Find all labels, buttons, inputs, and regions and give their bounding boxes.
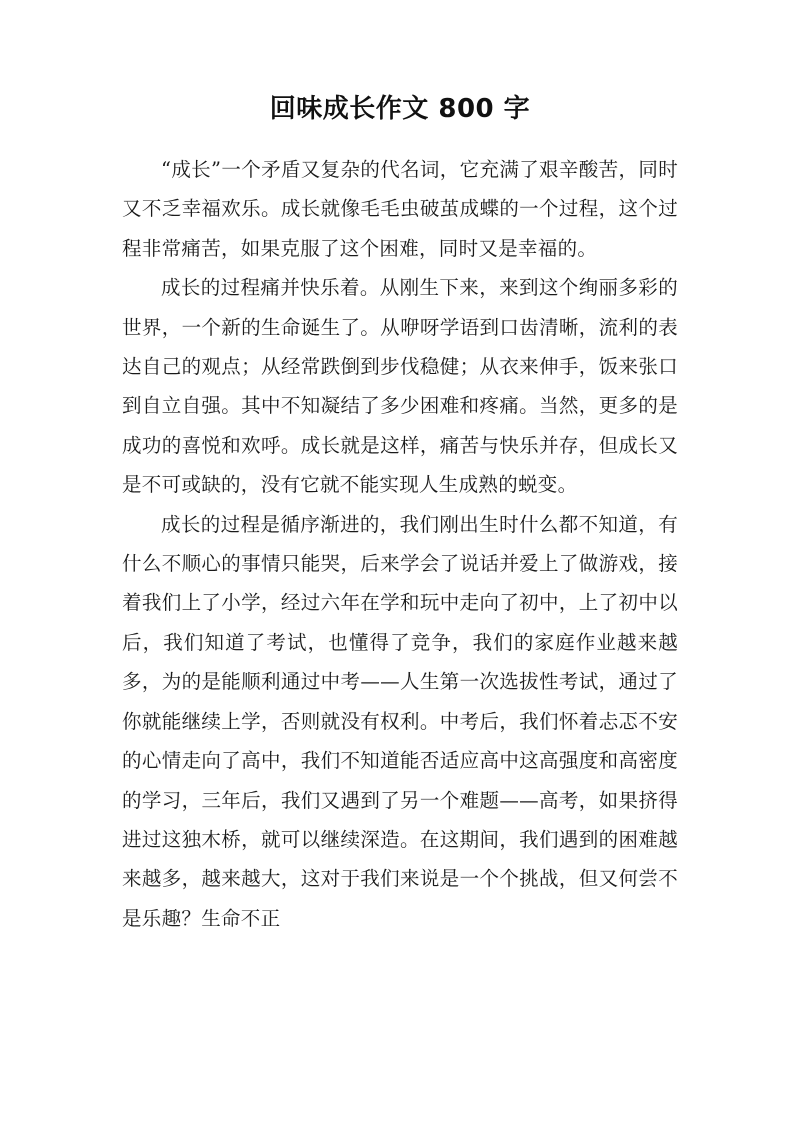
paragraph-2: 成长的过程痛并快乐着。从刚生下来，来到这个绚丽多彩的世界，一个新的生命诞生了。从咿呀学语到口齿清晰，流利的表达自己的观点；从经常跌倒到步伐稳健；从衣来伸手，饭来张口到自立自强。其中不知凝结了多少困难和疼痛。当然，更多的是成功的喜悦和欢呼。成长就是这样，痛苦与快乐并存，但成长又是不可或缺的，没有它就不能实现人生成熟的蜕变。 — [122, 276, 678, 497]
paragraph-1: “成长”一个矛盾又复杂的代名词，它充满了艰辛酸苦，同时又不乏幸福欢乐。成长就像毛毛虫破茧成蝶的一个过程，这个过程非常痛苦，如果克服了这个困难，同时又是幸福的。 — [122, 158, 678, 260]
document-title: 回味成长作文 800 字 — [269, 94, 531, 124]
document-body — [122, 150, 678, 938]
paragraph-3: 成长的过程是循序渐进的，我们刚出生时什么都不知道，有什么不顺心的事情只能哭，后来学会了说话并爱上了做游戏，接着我们上了小学，经过六年在学和玩中走向了初中，上了初中以后，我们知道了考试，也懂得了竞争，我们的家庭作业越来越多，为的是能顺利通过中考——人生第一次选拔性考试，通过了你就能继续上学，否则就没有权利。中考后，我们怀着忐忑不安的心情走向了高中，我们不知道能否适应高中这高强度和高密度的学习，三年后，我们又遇到了另一个难题——高考，如果挤得进过这独木桥，就可以继续深造。在这期间，我们遇到的困难越来越多，越来越大，这对于我们来说是一个个挑战，但又何尝不是乐趣？生命不正 — [122, 512, 678, 930]
